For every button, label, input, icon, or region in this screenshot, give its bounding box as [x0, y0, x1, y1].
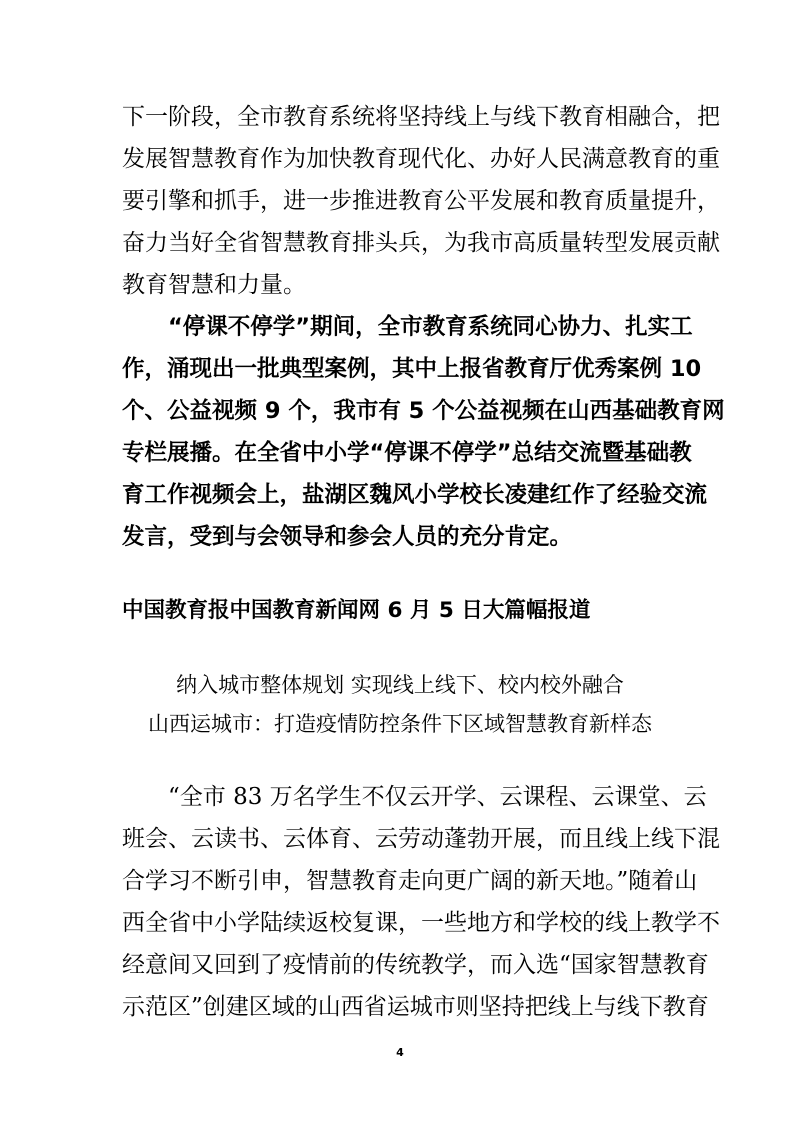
paragraph-line: 专栏展播。在全省中小学“停课不停学”总结交流暨基础教: [122, 440, 692, 466]
paragraph-line: 示范区”创建区域的山西省运城市则坚持把线上与线下教育: [122, 994, 709, 1020]
article-title-line-1: 纳入城市整体规划 实现线上线下、校内校外融合: [176, 673, 624, 697]
page-number: 4: [396, 1046, 404, 1059]
paragraph-line: 教育智慧和力量。: [122, 272, 306, 298]
paragraph-1: [122, 96, 720, 306]
paragraph-line: “停课不停学”期间，全市教育系统同心协力、扎实工: [168, 314, 693, 340]
paragraph-line: 个、公益视频 9 个，我市有 5 个公益视频在山西基础教育网: [122, 398, 725, 424]
article-title-line-2: 山西运城市：打造疫情防控条件下区域智慧教育新样态: [148, 712, 652, 736]
paragraph-line: 西全省中小学陆续返校复课，一些地方和学校的线上教学不: [122, 910, 720, 936]
paragraph-line: 班会、云读书、云体育、云劳动蓬勃开展，而且线上线下混: [122, 826, 720, 852]
paragraph-line: 作，涌现出一批典型案例，其中上报省教育厅优秀案例 10: [122, 356, 702, 382]
paragraph-line: 合学习不断引申，智慧教育走向更广阔的新天地。”随着山: [122, 868, 698, 894]
paragraph-line: 要引擎和抓手，进一步推进教育公平发展和教育质量提升，: [122, 188, 720, 214]
paragraph-line: 发展智慧教育作为加快教育现代化、办好人民满意教育的重: [122, 146, 720, 172]
section-heading: 中国教育报中国教育新闻网 6 月 5 日大篇幅报道: [122, 598, 591, 623]
paragraph-line: 发言，受到与会领导和参会人员的充分肯定。: [122, 524, 573, 550]
paragraph-3: [122, 776, 720, 1028]
paragraph-line: 奋力当好全省智慧教育排头兵，为我市高质量转型发展贡献: [122, 230, 720, 256]
paragraph-line: 育工作视频会上，盐湖区魏风小学校长凌建红作了经验交流: [122, 482, 708, 508]
paragraph-2-bold: [122, 306, 725, 558]
paragraph-line: 经意间又回到了疫情前的传统教学，而入选“国家智慧教育: [122, 952, 709, 978]
paragraph-line: 下一阶段，全市教育系统将坚持线上与线下教育相融合，把: [122, 104, 720, 130]
paragraph-line: “全市 83 万名学生不仅云开学、云课程、云课堂、云: [168, 784, 707, 810]
